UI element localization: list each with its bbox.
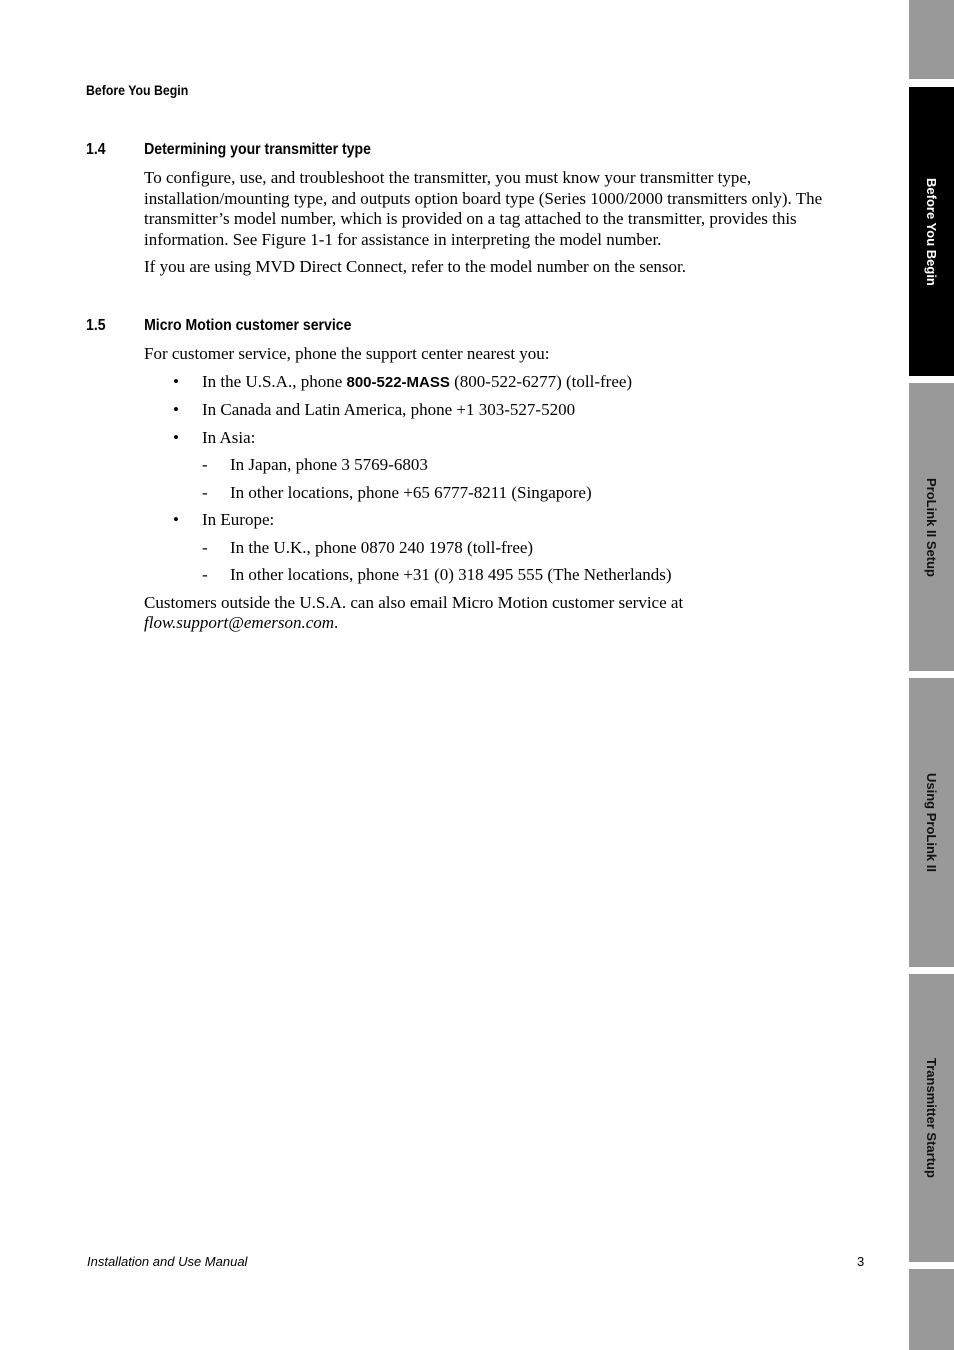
list-item: • In Canada and Latin America, phone +1 303-527-5200 — [144, 400, 854, 421]
section-title: Determining your transmitter type — [144, 141, 371, 158]
sub-list-item: - In other locations, phone +65 6777-8211 (Singapore) — [202, 483, 854, 504]
sub-list-item: - In Japan, phone 3 5769-6803 — [202, 455, 854, 476]
section-number: 1.4 — [86, 141, 106, 158]
section-number: 1.5 — [86, 317, 106, 334]
sub-list-item: - In the U.K., phone 0870 240 1978 (toll-free) — [202, 538, 854, 559]
side-tab-before-you-begin[interactable] — [909, 87, 954, 376]
section-heading-1-4 — [86, 141, 371, 159]
usa-suffix: (800-522-6277) (toll-free) — [449, 371, 633, 391]
tab-label: Before You Begin — [924, 177, 939, 286]
side-tab-blank-bottom — [909, 1269, 954, 1350]
usa-prefix: In the U.S.A., phone — [202, 371, 347, 391]
contact-list — [144, 372, 854, 586]
side-tab-using-prolink[interactable] — [909, 678, 954, 967]
page-number: 3 — [857, 1254, 865, 1269]
sub-list-item: - In other locations, phone +31 (0) 318 495 555 (The Netherlands) — [202, 565, 854, 586]
paragraph: To configure, use, and troubleshoot the transmitter, you must know your transmitter type, installation/mounting type, and outputs option board type (Series 1000/2000 transmitters only). The transmitter’s model number, which is provided on a tag attached to the transmitter, provides this information. See Figure 1-1 for assistance in interpreting the model number. — [144, 168, 823, 249]
support-email-link[interactable]: flow.support@emerson.com — [144, 613, 335, 632]
section-body-1-5 — [144, 344, 854, 641]
section-body-1-4 — [144, 168, 854, 285]
paragraph — [144, 593, 854, 634]
list-item — [144, 428, 854, 504]
side-tab-blank-top — [909, 0, 954, 79]
list-item — [144, 372, 854, 394]
paragraph: If you are using MVD Direct Connect, refer to the model number on the sensor. — [144, 257, 686, 276]
tab-label: ProLink II Setup — [924, 477, 939, 577]
email-period: . — [334, 613, 339, 632]
paragraph: For customer service, phone the support center nearest you: — [144, 344, 550, 363]
footer-manual-title: Installation and Use Manual — [87, 1254, 248, 1269]
asia-label: In Asia: — [202, 427, 256, 447]
asia-sublist — [202, 455, 854, 503]
side-tab-prolink-setup[interactable] — [909, 383, 954, 671]
usa-phone-mnemonic: 800-522-MASS — [346, 373, 450, 391]
section-title: Micro Motion customer service — [144, 317, 352, 334]
section-heading-1-5 — [86, 317, 351, 335]
running-head: Before You Begin — [86, 82, 189, 98]
side-tab-transmitter-startup[interactable] — [909, 974, 954, 1262]
list-item — [144, 510, 854, 586]
tab-label: Using ProLink II — [924, 773, 939, 872]
europe-sublist — [202, 538, 854, 586]
email-intro: Customers outside the U.S.A. can also email Micro Motion customer service at — [144, 592, 684, 612]
tab-label: Transmitter Startup — [924, 1058, 939, 1178]
europe-label: In Europe: — [202, 510, 275, 529]
